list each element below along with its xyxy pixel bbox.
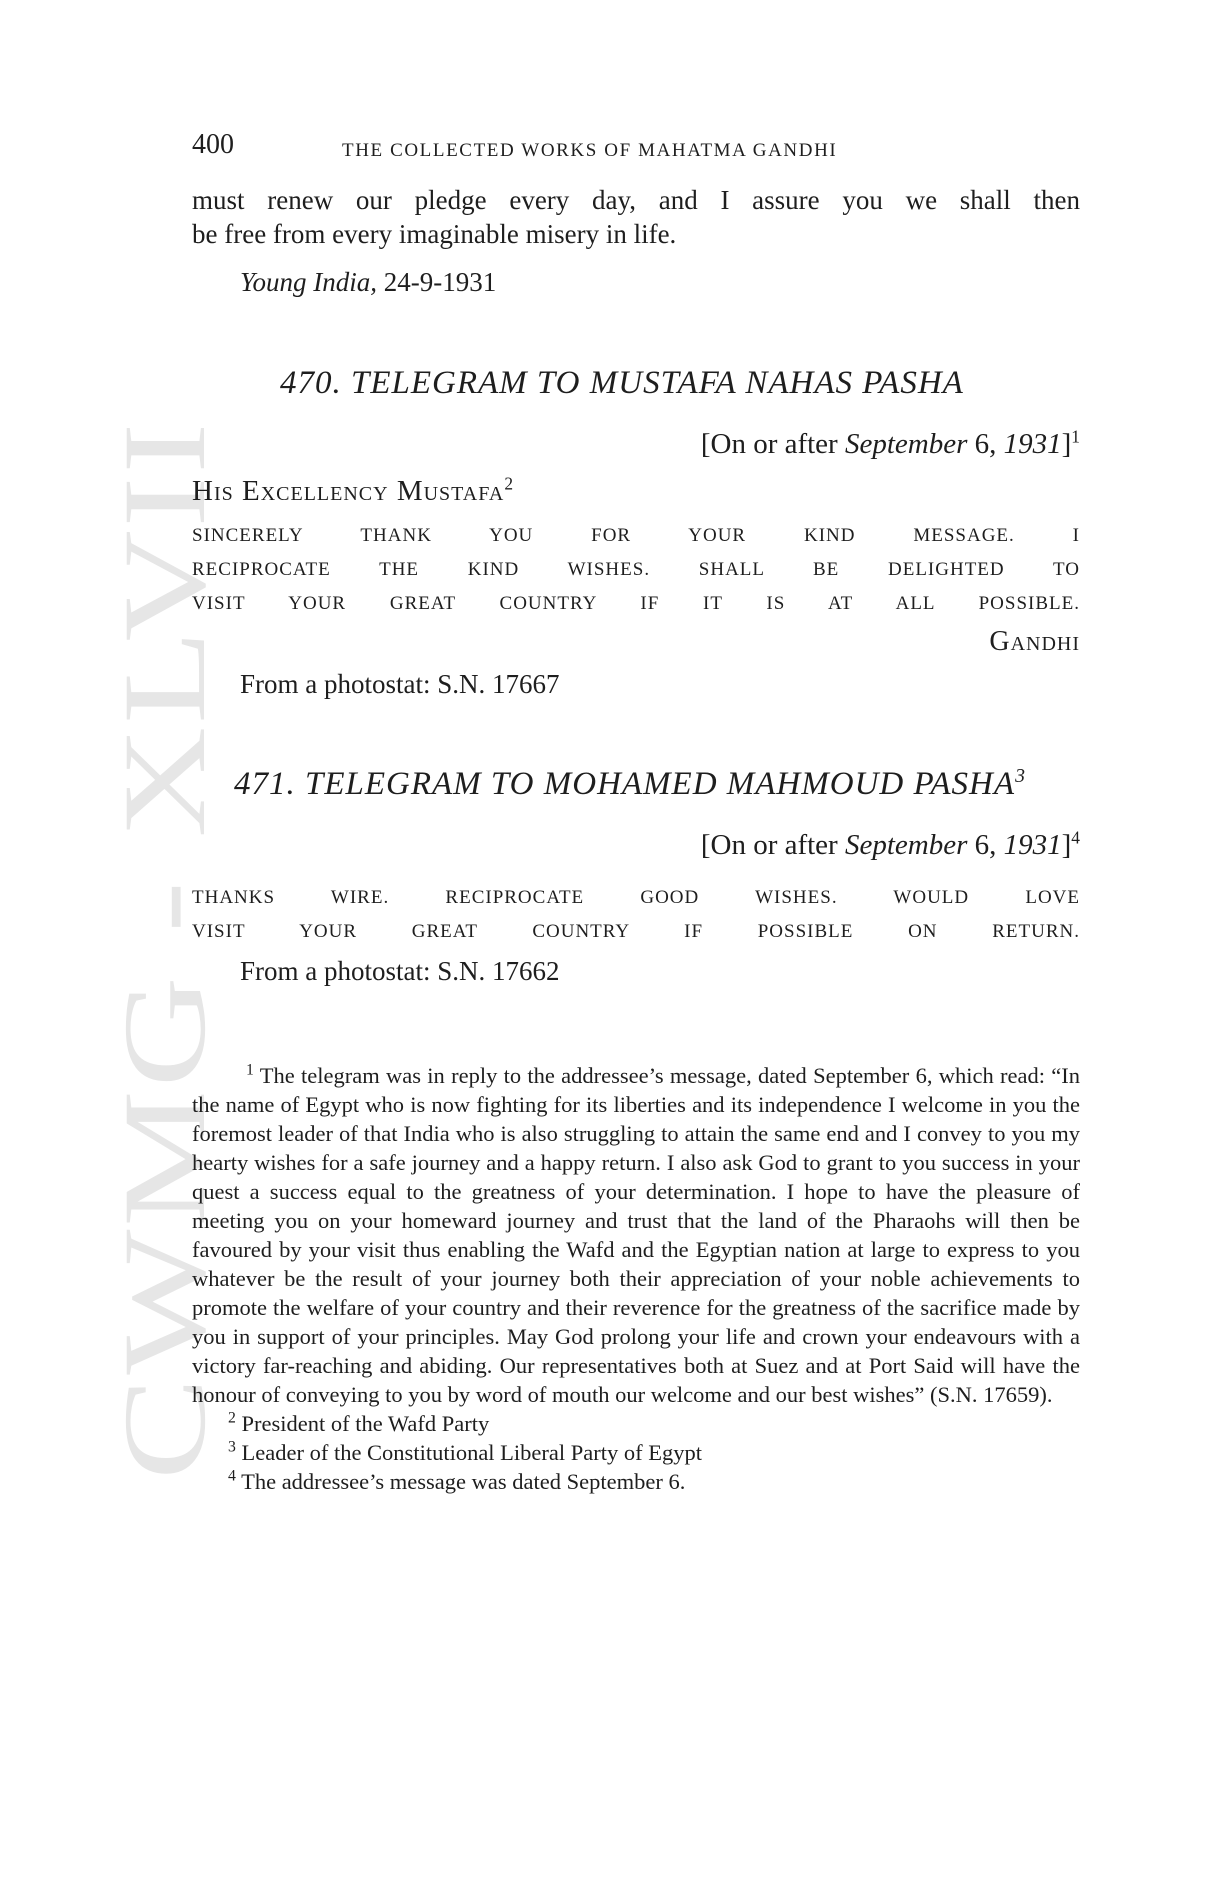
- footnote-2: $^2$ President of the Wafd Party: [228, 1409, 490, 1436]
- telegram-471-line-2: VISIT YOUR GREAT COUNTRY IF POSSIBLE ON RETURN.: [192, 921, 1080, 942]
- section-471-date: [On or after September 6, 1931]$^4$: [700, 827, 1080, 861]
- footnote-ref-4: 4: [1071, 827, 1080, 848]
- section-471-heading: 471. TELEGRAM TO MOHAMED MAHMOUD PASHA$^3$: [234, 765, 1026, 802]
- footnote-ref-2: 2: [504, 473, 515, 494]
- intro-line-2: be free from every imaginable misery in life.: [192, 219, 677, 249]
- page-number: 400: [192, 129, 234, 160]
- footnote-ref-3: 3: [1015, 765, 1026, 787]
- intro-source: [240, 265, 496, 299]
- telegram-470-line-2: RECIPROCATE THE KIND WISHES. SHALL BE DELIGHTED TO: [192, 559, 1080, 580]
- telegram-471-line-1: THANKS WIRE. RECIPROCATE GOOD WISHES. WOULD LOVE: [192, 887, 1080, 908]
- section-470-source: From a photostat: S.N. 17667: [240, 669, 560, 699]
- intro-line-1: must renew our pledge every day, and I assure you we shall then: [192, 185, 1080, 215]
- section-470-date: [On or after September 6, 1931]$^1$: [700, 426, 1080, 460]
- telegram-470-line-3: VISIT YOUR GREAT COUNTRY IF IT IS AT ALL POSSIBLE.: [192, 593, 1080, 614]
- source-publication: Young India,: [240, 267, 378, 297]
- running-title: THE COLLECTED WORKS OF MAHATMA GANDHI: [342, 140, 838, 161]
- footnote-ref-1: 1: [1071, 426, 1080, 447]
- section-471-source: From a photostat: S.N. 17662: [240, 956, 560, 986]
- footnote-4: $^4$ The addressee’s message was dated September 6.: [228, 1467, 686, 1494]
- source-date: 24-9-1931: [377, 267, 497, 297]
- section-470-heading: 470. TELEGRAM TO MUSTAFA NAHAS PASHA: [280, 365, 964, 401]
- footnotes: [192, 1061, 1080, 1496]
- salutation: His Excellency Mustafa$^2$: [192, 473, 515, 507]
- footnote-3: $^3$ Leader of the Constitutional Liberal Party of Egypt: [228, 1438, 703, 1465]
- telegram-470-line-1: SINCERELY THANK YOU FOR YOUR KIND MESSAGE. I: [192, 525, 1080, 546]
- signature: Gandhi: [989, 626, 1080, 657]
- footnote-1: $^1$ The telegram was in reply to the addressee’s message, dated September 6, which read: “In the name of Egypt who is now fighting for its liberties and its independence I welcome in you the foremost leader of that India who is also struggling to attain the same end and I convey to you my hearty wishes for a safe journey and a happy return. I also ask God to grant to you success in your quest a success equal to the greatness of your determination. I hope to have the pleasure of meeting you on your homeward journey and trust that the land of the Pharaohs will then be favoured by your visit thus enabling the Wafd and the Egyptian nation at large to express to you whatever be the result of your journey both their appreciation of your noble achievements to promote the welfare of your country and their reverence for the greatness of the sacrifice made by you in support of your principles. May God prolong your life and crown your endeavours with a victory far-reaching and abiding. Our representatives both at Suez and at Port Said will have the honour of conveying to you by word of mouth our welcome and our best wishes” (S.N. 17659).: [192, 1061, 1080, 1407]
- watermark-text: CWMG - XLVII: [99, 667, 230, 1480]
